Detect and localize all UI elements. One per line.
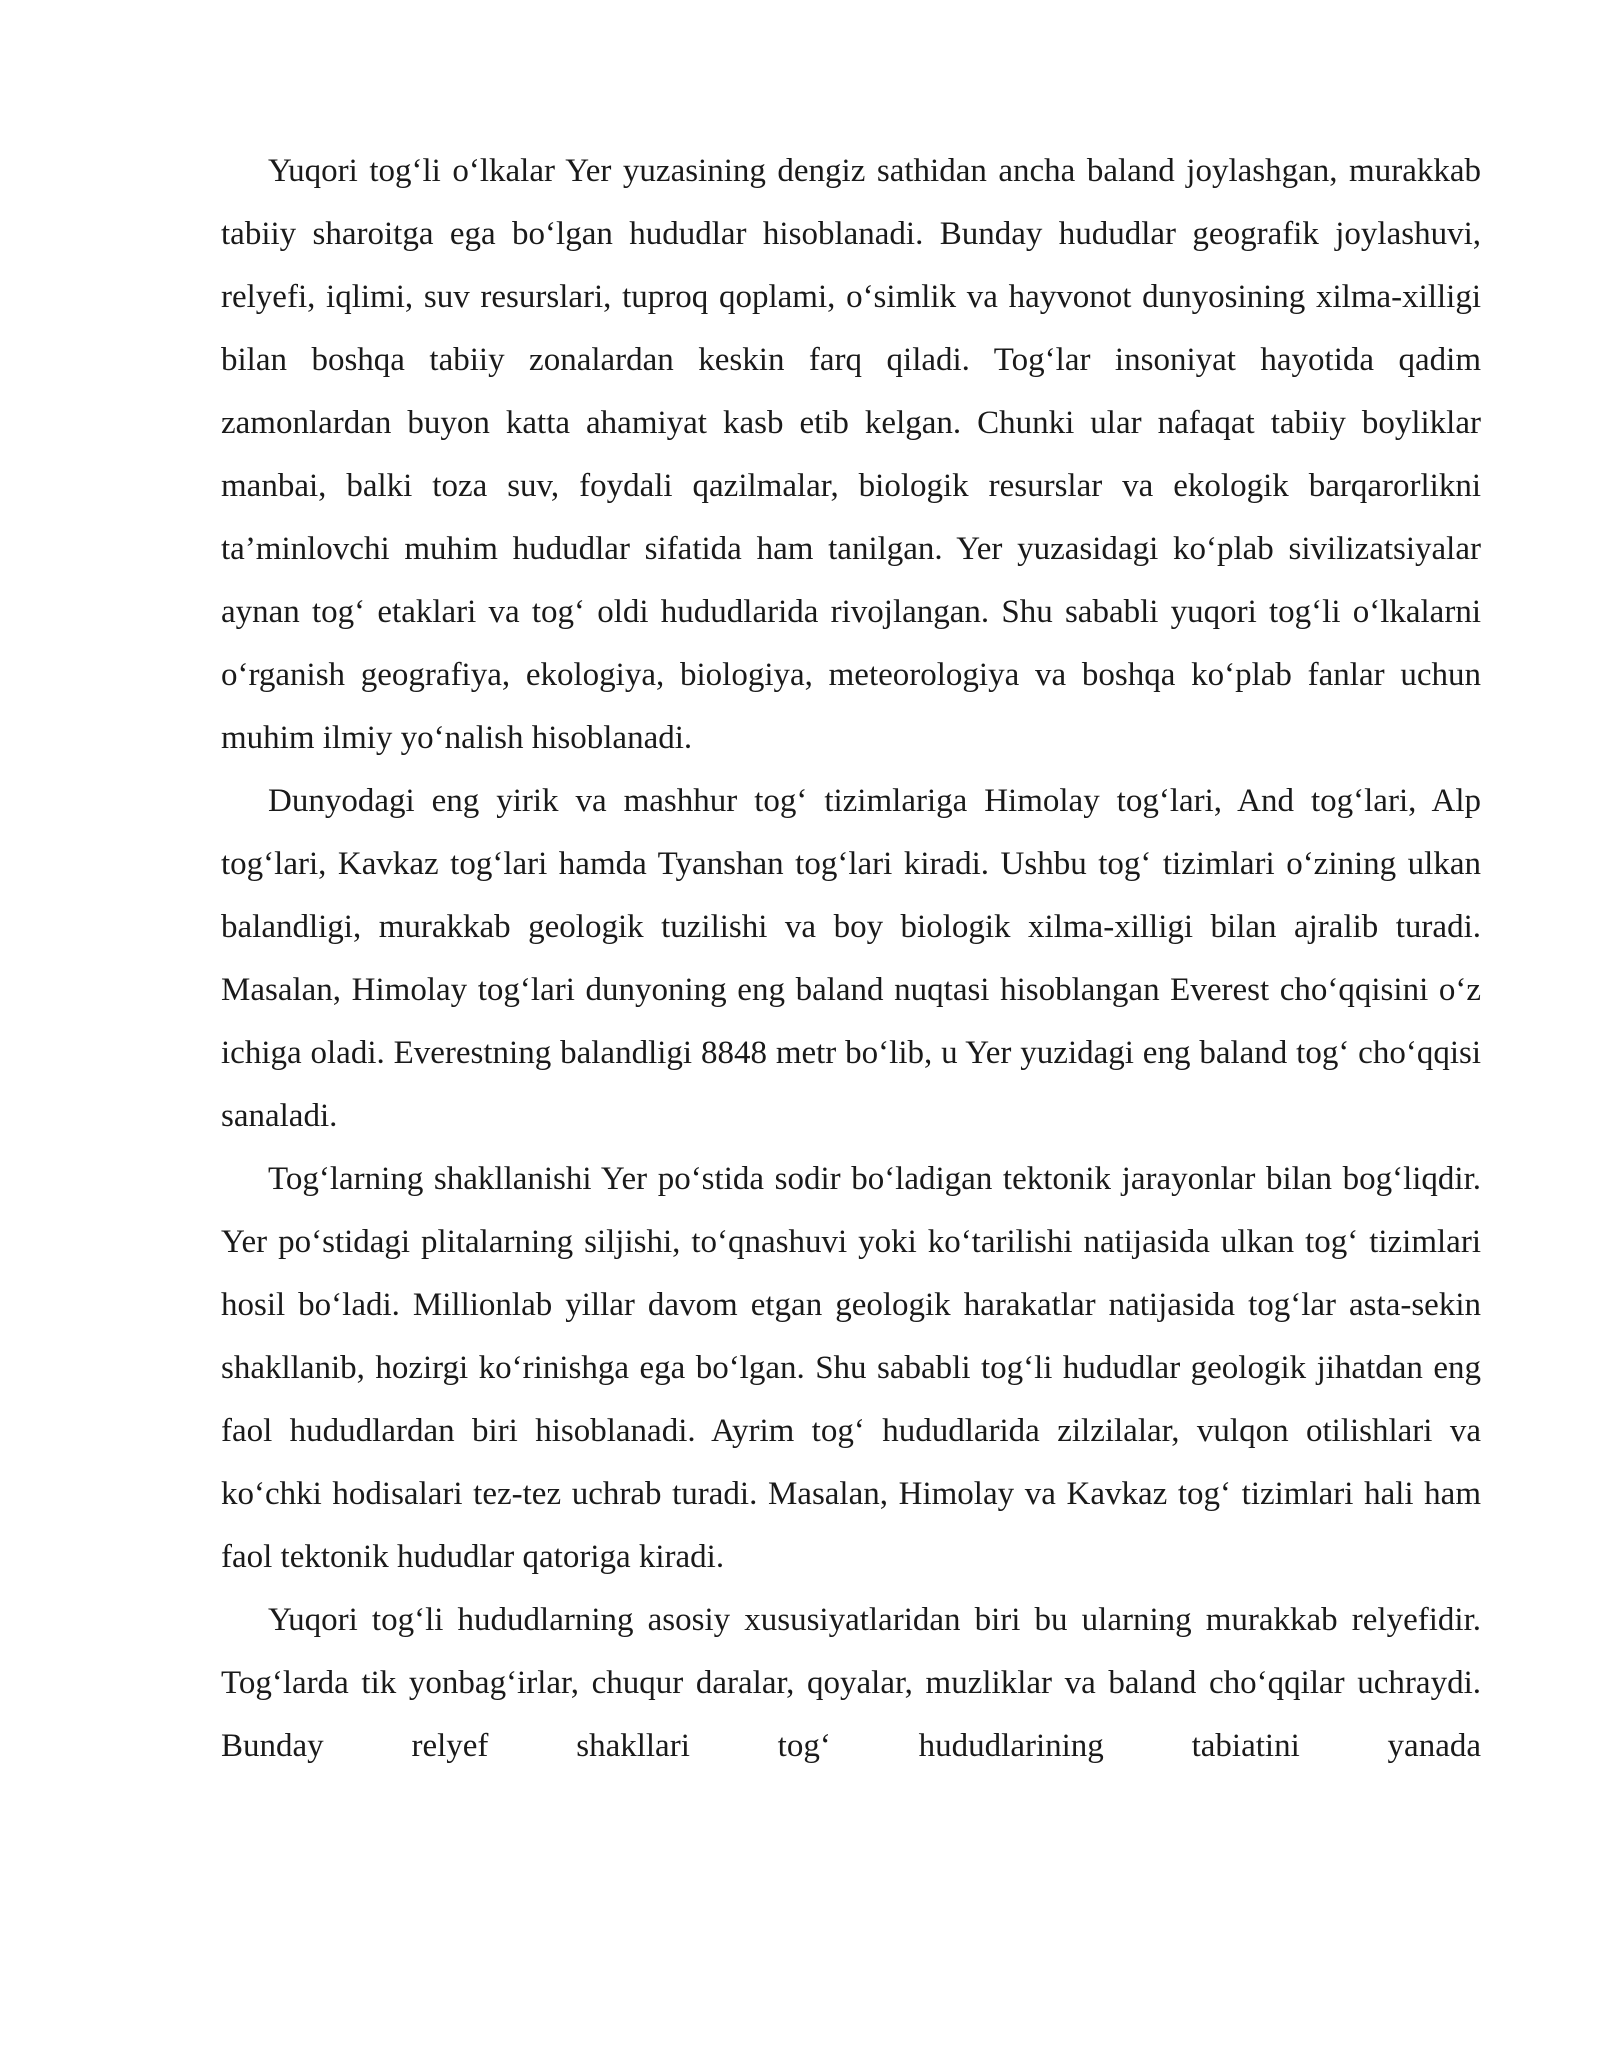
document-body [221,140,1481,1778]
paragraph: Yuqori tog‘li o‘lkalar Yer yuzasining dengiz sathidan ancha baland joylashgan, murakkab tabiiy sharoitga ega bo‘lgan hududlar hisoblanadi. Bunday hududlar geografik joylashuvi, relyefi, iqlimi, suv resurslari, tuproq qoplami, o‘simlik va hayvonot dunyosining xilma-xilligi bilan boshqa tabiiy zonalardan keskin farq qiladi. Tog‘lar insoniyat hayotida qadim zamonlardan buyon katta ahamiyat kasb etib kelgan. Chunki ular nafaqat tabiiy boyliklar manbai, balki toza suv, foydali qazilmalar, biologik resurslar va ekologik barqarorlikni ta’minlovchi muhim hududlar sifatida ham tanilgan. Yer yuzasidagi ko‘plab sivilizatsiyalar aynan tog‘ etaklari va tog‘ oldi hududlarida rivojlangan. Shu sababli yuqori tog‘li o‘lkalarni o‘rganish geografiya, ekologiya, biologiya, meteorologiya va boshqa ko‘plab fanlar uchun muhim ilmiy yo‘nalish hisoblanadi. [221,153,1481,756]
paragraph: Tog‘larning shakllanishi Yer po‘stida sodir bo‘ladigan tektonik jarayonlar bilan bog‘liqdir. Yer po‘stidagi plitalarning siljishi, to‘qnashuvi yoki ko‘tarilishi natijasida ulkan tog‘ tizimlari hosil bo‘ladi. Millionlab yillar davom etgan geologik harakatlar natijasida tog‘lar asta-sekin shakllanib, hozirgi ko‘rinishga ega bo‘lgan. Shu sababli tog‘li hududlar geologik jihatdan eng faol hududlardan biri hisoblanadi. Ayrim tog‘ hududlarida zilzilalar, vulqon otilishlari va ko‘chki hodisalari tez-tez uchrab turadi. Masalan, Himolay va Kavkaz tog‘ tizimlari hali ham faol tektonik hududlar qatoriga kiradi. [221,1161,1481,1575]
paragraph: Yuqori tog‘li hududlarning asosiy xususiyatlaridan biri bu ularning murakkab relyefidir. Tog‘larda tik yonbag‘irlar, chuqur daralar, qoyalar, muzliklar va baland cho‘qqilar uchraydi. Bunday relyef shakllari tog‘ hududlarining tabiatini yanada [221,1602,1481,1764]
paragraph: Dunyodagi eng yirik va mashhur tog‘ tizimlariga Himolay tog‘lari, And tog‘lari, Alp tog‘lari, Kavkaz tog‘lari hamda Tyanshan tog‘lari kiradi. Ushbu tog‘ tizimlari o‘zining ulkan balandligi, murakkab geologik tuzilishi va boy biologik xilma-xilligi bilan ajralib turadi. Masalan, Himolay tog‘lari dunyoning eng baland nuqtasi hisoblangan Everest cho‘qqisini o‘z ichiga oladi. Everestning balandligi 8848 metr bo‘lib, u Yer yuzidagi eng baland tog‘ cho‘qqisi sanaladi. [221,783,1481,1134]
